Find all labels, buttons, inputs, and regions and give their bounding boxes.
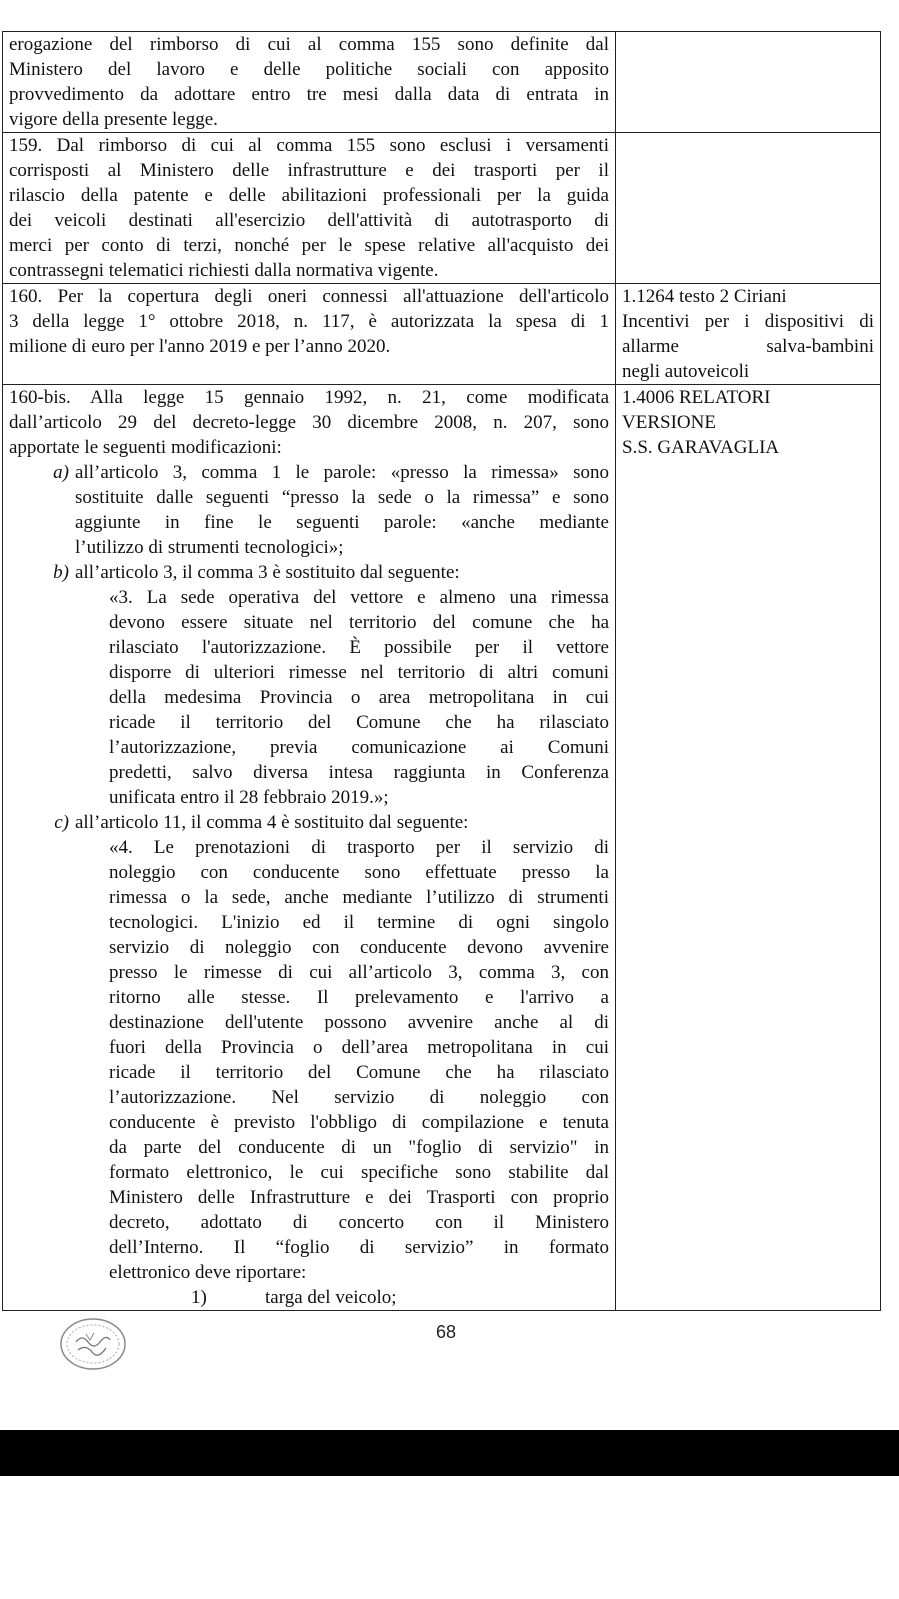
- text-line: decreto, adottato di concerto con il Ministero: [109, 1212, 609, 1233]
- list-item-c: [9, 810, 609, 835]
- text-line: fuori della Provincia o dell’area metropolitana in cui: [109, 1037, 609, 1058]
- row-2-note: [616, 133, 881, 284]
- row-1-text: [3, 32, 616, 133]
- row-4-text: [3, 385, 616, 1311]
- text-line: l’autorizzazione, previa comunicazione ai Comuni: [109, 737, 609, 758]
- text-line: corrisposti al Ministero delle infrastrutture e dei trasporti per il: [9, 160, 609, 181]
- text-line: devono essere situate nel territorio del comune che ha: [109, 612, 609, 633]
- text-line: 160. Per la copertura degli oneri connessi all'attuazione dell'articolo: [9, 286, 609, 307]
- text-line: servizio di noleggio con conducente devono avvenire: [109, 937, 609, 958]
- text-line: vigore della presente legge.: [9, 109, 218, 130]
- text-line: disporre di ulteriori rimesse nel territorio di altri comuni: [109, 662, 609, 683]
- text-line: elettronico deve riportare:: [109, 1262, 307, 1283]
- text-line: formato elettronico, le cui specifiche sono stabilite dal: [109, 1162, 609, 1183]
- text-line: dell’Interno. Il “foglio di servizio” in formato: [109, 1237, 609, 1258]
- list-item-b: [9, 560, 609, 585]
- text-line: all’articolo 11, il comma 4 è sostituito dal seguente:: [75, 812, 469, 833]
- row-3-text: [3, 284, 616, 385]
- text-line: sostituite dalle seguenti “presso la sede o la rimessa” e sono: [75, 487, 609, 508]
- page-number: 68: [436, 1322, 457, 1342]
- text-line: «3. La sede operativa del vettore e almeno una rimessa: [109, 587, 609, 608]
- text-line: destinazione dell'utente possono avvenire anche al di: [109, 1012, 609, 1033]
- note-line: allarme salva-bambini: [622, 336, 874, 357]
- text-line: predetti, salvo diversa intesa raggiunta in Conferenza: [109, 762, 609, 783]
- amendments-table: [2, 31, 881, 1311]
- item-label: a): [53, 462, 69, 483]
- text-line: rilascio della patente e delle abilitazioni professionali per la guida: [9, 185, 609, 206]
- text-line: Ministero delle Infrastrutture e dei Trasporti con proprio: [109, 1187, 609, 1208]
- text-line: 3 della legge 1° ottobre 2018, n. 117, è autorizzata la spesa di 1: [9, 311, 609, 332]
- text-line: ritorno alle stesse. Il prelevamento e l'arrivo a: [109, 987, 609, 1008]
- text-line: rilasciato l'autorizzazione. È possibile per il vettore: [109, 637, 609, 658]
- note-line: negli autoveicoli: [622, 361, 750, 382]
- text-line: ricade il territorio del Comune che ha rilasciato: [109, 1062, 609, 1083]
- text-line: contrassegni telematici richiesti dalla normativa vigente.: [9, 260, 439, 281]
- text-line: erogazione del rimborso di cui al comma 155 sono definite dal: [9, 34, 609, 55]
- text-line: dall’articolo 29 del decreto-legge 30 dicembre 2008, n. 207, sono: [9, 412, 609, 433]
- text-line: della medesima Provincia o area metropolitana in cui: [109, 687, 609, 708]
- official-stamp-icon: [58, 1316, 128, 1372]
- item-label: b): [53, 562, 69, 583]
- text-line: apportate le seguenti modificazioni:: [9, 437, 282, 458]
- amendment-ref: 1.4006 RELATORI: [622, 387, 771, 408]
- row-1-note: [616, 32, 881, 133]
- text-line: rimessa o la sede, anche mediante l’utilizzo di strumenti: [109, 887, 609, 908]
- table-row: [3, 32, 881, 133]
- note-line: Incentivi per i dispositivi di: [622, 311, 874, 332]
- text-line: l’autorizzazione. Nel servizio di noleggio con: [109, 1087, 609, 1108]
- text-line: dei veicoli destinati all'esercizio dell'attività di autotrasporto di: [9, 210, 609, 231]
- text-line: presso le rimesse di cui all’articolo 3, comma 3, con: [109, 962, 609, 983]
- table-row: [3, 385, 881, 1311]
- amendment-ref: 1.1264 testo 2 Ciriani: [622, 286, 787, 307]
- text-line: merci per conto di terzi, nonché per le spese relative all'acquisto dei: [9, 235, 609, 256]
- text-line: ricade il territorio del Comune che ha rilasciato: [109, 712, 609, 733]
- row-4-note: [616, 385, 881, 1311]
- table-row: [3, 284, 881, 385]
- text-line: Ministero del lavoro e delle politiche sociali con apposito: [9, 59, 609, 80]
- item-label: c): [54, 812, 69, 833]
- sub-item-text: targa del veicolo;: [265, 1287, 397, 1308]
- version-author: S.S. GARAVAGLIA: [622, 437, 780, 458]
- sub-item-number: 1): [191, 1287, 207, 1308]
- text-line: 160-bis. Alla legge 15 gennaio 1992, n. 21, come modificata: [9, 387, 609, 408]
- version-label: VERSIONE: [622, 412, 716, 433]
- text-line: aggiunte in fine le seguenti parole: «anche mediante: [75, 512, 609, 533]
- text-line: da parte del conducente di un "foglio di servizio" in: [109, 1137, 609, 1158]
- text-line: provvedimento da adottare entro tre mesi dalla data di entrata in: [9, 84, 609, 105]
- screen-bottom-bar: [0, 1430, 899, 1476]
- text-line: conducente è previsto l'obbligo di compilazione e tenuta: [109, 1112, 609, 1133]
- text-line: milione di euro per l'anno 2019 e per l’anno 2020.: [9, 336, 391, 357]
- text-line: tecnologici. L'inizio ed il termine di ogni singolo: [109, 912, 609, 933]
- text-line: noleggio con conducente sono effettuate presso la: [109, 862, 609, 883]
- text-line: all’articolo 3, il comma 3 è sostituito dal seguente:: [75, 562, 460, 583]
- row-2-text: [3, 133, 616, 284]
- list-item-a: [9, 460, 609, 560]
- sub-item-1: [9, 1285, 609, 1310]
- row-3-note: [616, 284, 881, 385]
- text-line: all’articolo 3, comma 1 le parole: «presso la rimessa» sono: [75, 462, 609, 483]
- text-line: 159. Dal rimborso di cui al comma 155 sono esclusi i versamenti: [9, 135, 609, 156]
- quote-block-b: [9, 585, 609, 810]
- text-line: l’utilizzo di strumenti tecnologici»;: [75, 537, 344, 558]
- text-line: «4. Le prenotazioni di trasporto per il servizio di: [109, 837, 609, 858]
- text-line: unificata entro il 28 febbraio 2019.»;: [109, 787, 389, 808]
- table-row: [3, 133, 881, 284]
- quote-block-c: [9, 835, 609, 1285]
